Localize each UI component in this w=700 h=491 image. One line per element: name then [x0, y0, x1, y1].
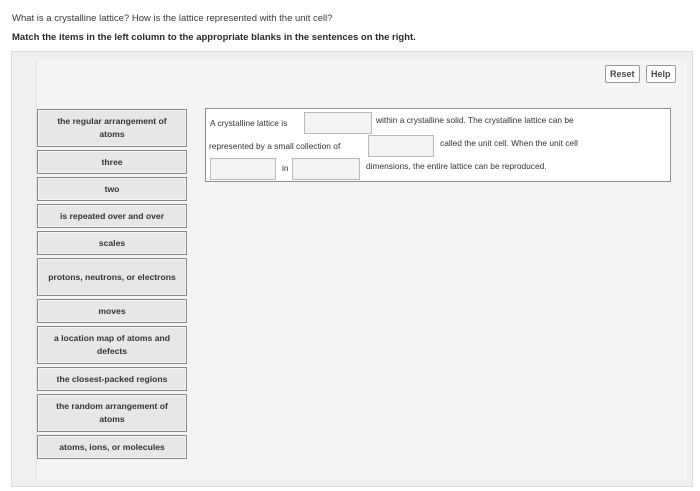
sentence-text: dimensions, the entire lattice can be reproduced. — [366, 161, 547, 171]
answer-chip[interactable] — [37, 258, 187, 296]
answer-chip[interactable] — [37, 435, 187, 459]
answer-chip-label: the regular arrangement of atoms — [57, 116, 167, 139]
answer-chip[interactable] — [37, 109, 187, 147]
answer-chip[interactable] — [37, 326, 187, 364]
sentence-text: within a crystalline solid. The crystalline lattice can be — [376, 115, 574, 125]
answer-chip[interactable] — [37, 231, 187, 255]
reset-button[interactable]: Reset — [605, 65, 640, 83]
drop-target-2[interactable] — [368, 135, 434, 157]
answer-chip-label: a location map of atoms and defects — [53, 333, 171, 356]
answer-chip-label: protons, neutrons, or electrons — [48, 271, 176, 282]
instruction-text: Match the items in the left column to the appropriate blanks in the sentences on the right. — [12, 32, 416, 43]
answer-chip[interactable] — [37, 299, 187, 323]
sentence-text: A crystalline lattice is — [210, 118, 288, 128]
sentence-text: called the unit cell. When the unit cell — [440, 138, 578, 148]
drop-target-1[interactable] — [304, 112, 372, 134]
answer-chip-label: the random arrangement of atoms — [56, 401, 168, 424]
answer-chip-label: is repeated over and over — [59, 210, 165, 221]
answer-chip-label: scales — [98, 237, 126, 248]
answer-chip-label: moves — [98, 305, 126, 316]
answer-chip[interactable] — [37, 150, 187, 174]
drop-target-4[interactable] — [292, 158, 360, 180]
answer-chip[interactable] — [37, 177, 187, 201]
answer-chip-label: the closest-packed regions — [56, 373, 168, 384]
answer-chip[interactable] — [37, 204, 187, 228]
question-text: What is a crystalline lattice? How is the lattice represented with the unit cell? — [12, 13, 333, 24]
answer-chip[interactable] — [37, 394, 187, 432]
answer-chip-label: three — [101, 156, 123, 167]
sentence-text: represented by a small collection of — [209, 141, 341, 151]
sentence-box — [205, 108, 671, 182]
drop-target-3[interactable] — [210, 158, 276, 180]
answer-chip[interactable] — [37, 367, 187, 391]
answer-chip-label: two — [104, 183, 120, 194]
help-button[interactable]: Help — [646, 65, 676, 83]
sentence-text: in — [282, 163, 289, 173]
answer-chip-label: atoms, ions, or molecules — [59, 441, 165, 452]
